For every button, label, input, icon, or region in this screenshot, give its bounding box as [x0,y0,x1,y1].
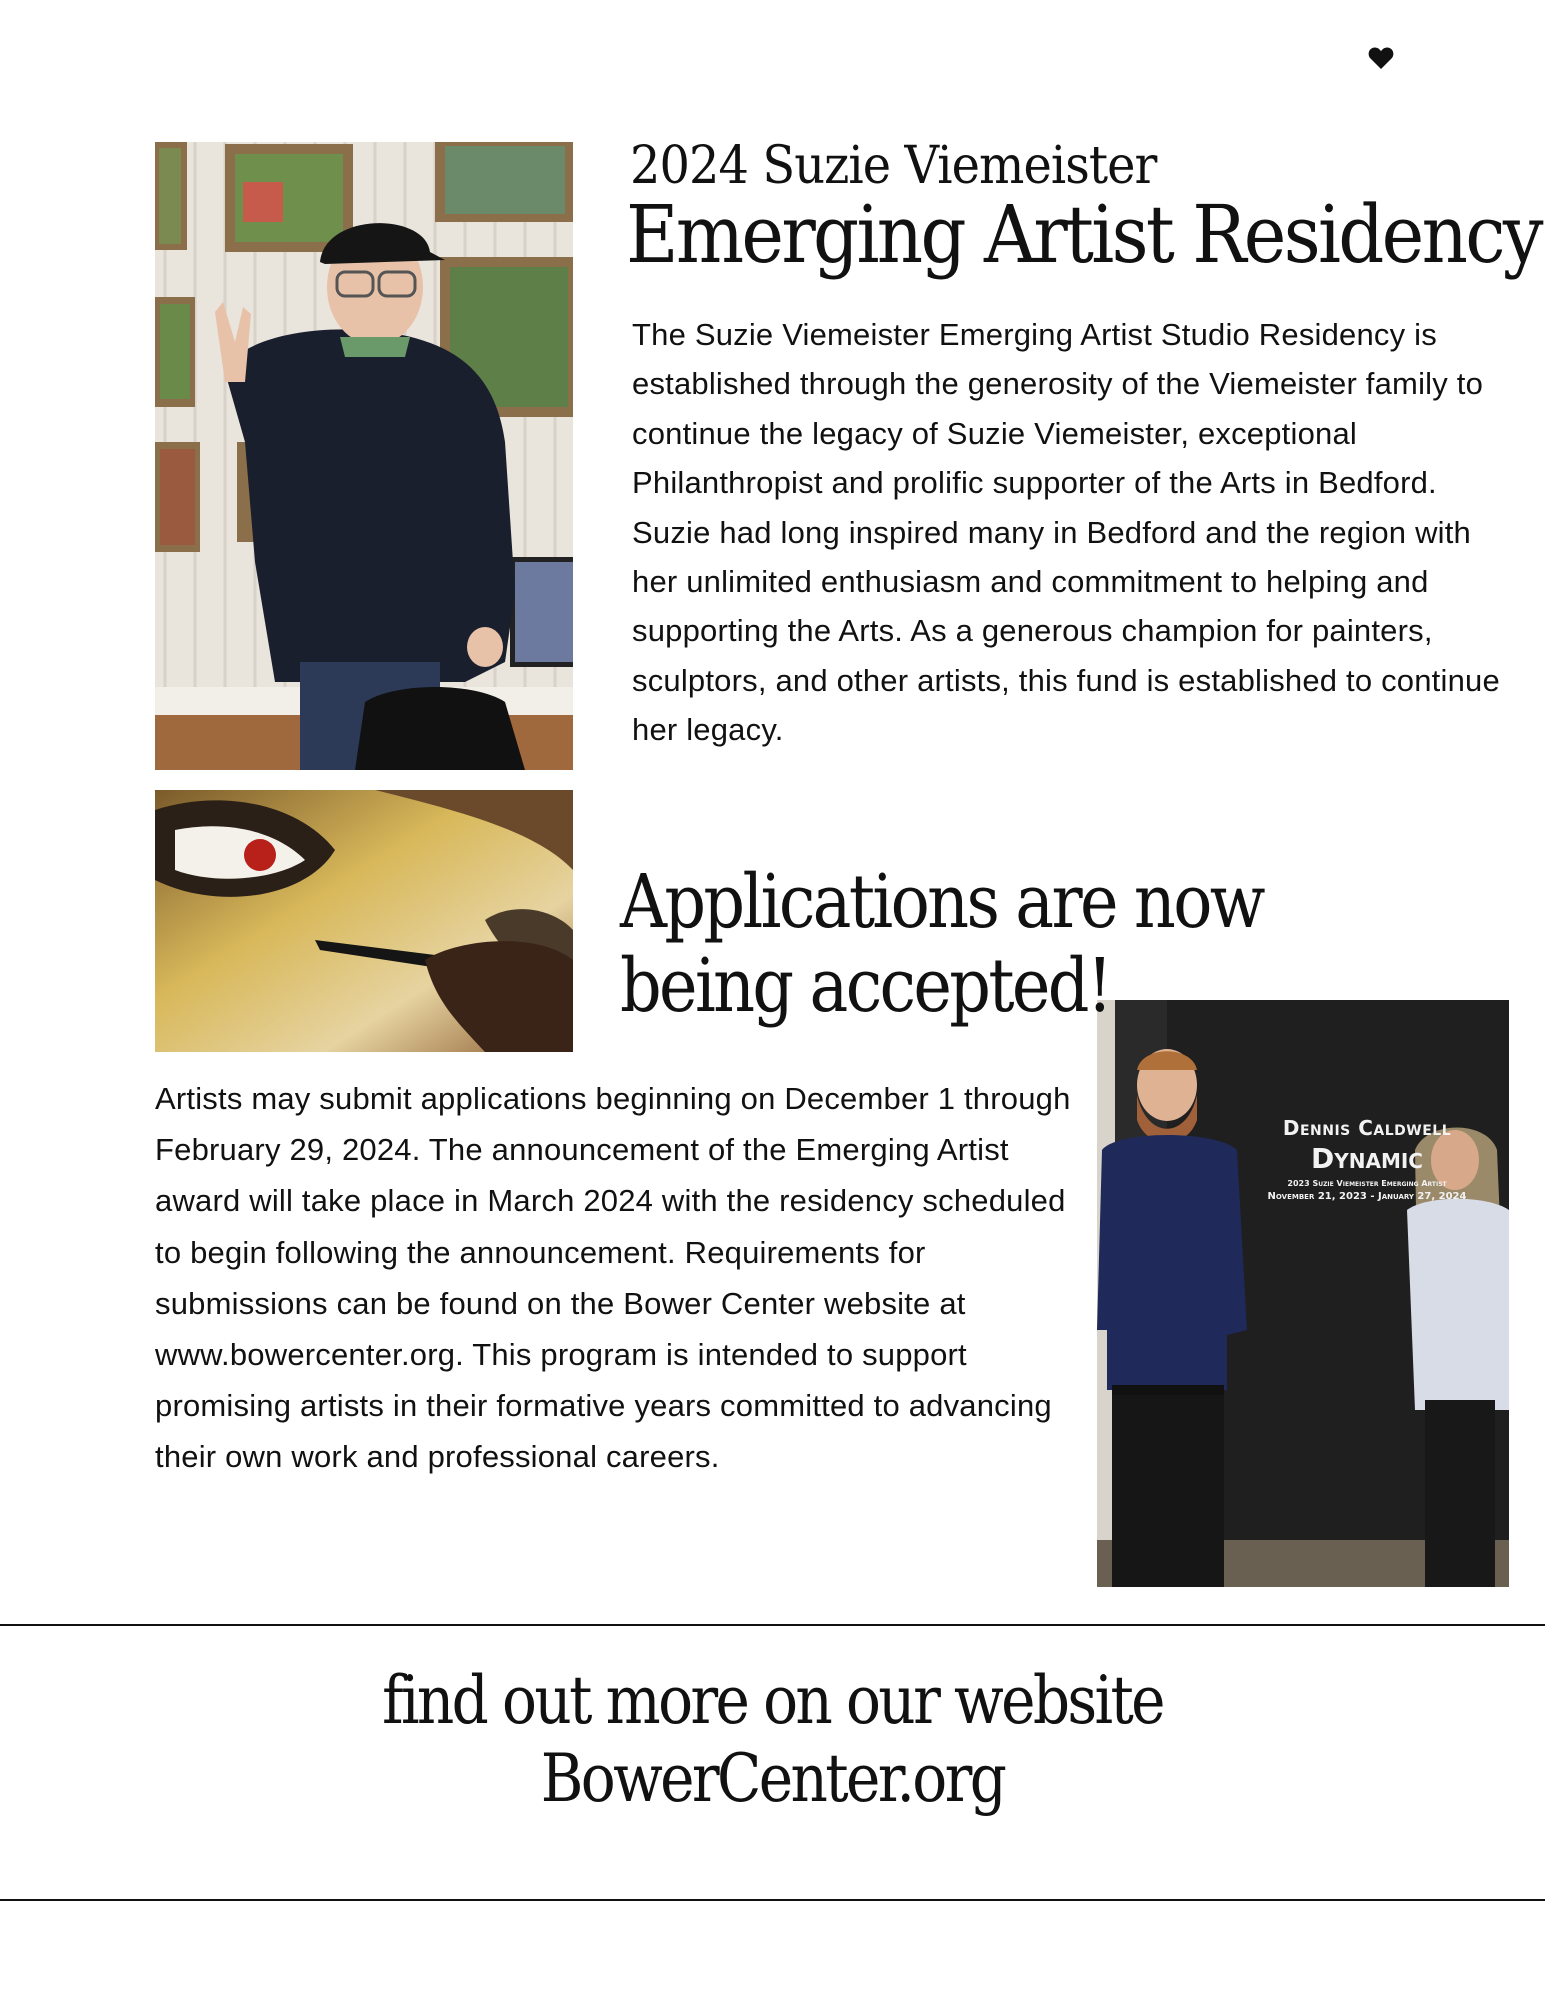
sign-exhibit-title: Dynamic [1311,1142,1423,1175]
footer-website-link[interactable]: BowerCenter.org [540,1740,1005,1817]
photo-brush-painting [155,790,573,1052]
footer-cta [0,1662,1545,1818]
divider-top [0,1624,1545,1626]
photo-suzie-gallery [155,142,573,770]
footer-line1: find out more on our website [382,1662,1163,1739]
photo-artists-exhibit [1097,1000,1509,1587]
applications-heading [620,859,1263,1029]
title-year-name: 2024 Suzie Viemeister [630,136,1157,196]
intro-paragraph: The Suzie Viemeister Emerging Artist Studio Residency is established through the generosity of the Viemeister family to continue the legacy of Suzie Viemeister, exceptional Philanthropist and prolific supporter of the Arts in Bedford. Suzie had long inspired many in Bedford and the region with her unlimited enthusiasm and commitment to helping and supporting the Arts. As a generous champion for painters, sculptors, and other artists, this fund is established to continue her legacy. [632,317,1500,748]
applications-heading-line1: Applications are now [620,859,1263,945]
heart-icon [1368,46,1394,70]
sign-dates: November 21, 2023 - January 27, 2024 [1267,1191,1467,1202]
page-title: Emerging Artist Residency [626,188,1541,281]
sign-artist-name: Dennis Caldwell [1282,1116,1452,1140]
applications-heading-line2: being accepted! [620,943,1111,1029]
applications-paragraph: Artists may submit applications beginning on December 1 through February 29, 2024. The announcement of the Emerging Artist award will take place in March 2024 with the residency scheduled to begin following the announcement. Requirements for submissions can be found on the Bower Center website at www.bowercenter.org. This program is intended to support promising artists in their formative years committed to advancing their own work and professional careers. [155,1081,1071,1475]
sign-award: 2023 Suzie Viemeister Emerging Artist [1287,1179,1447,1188]
divider-bottom [0,1899,1545,1901]
